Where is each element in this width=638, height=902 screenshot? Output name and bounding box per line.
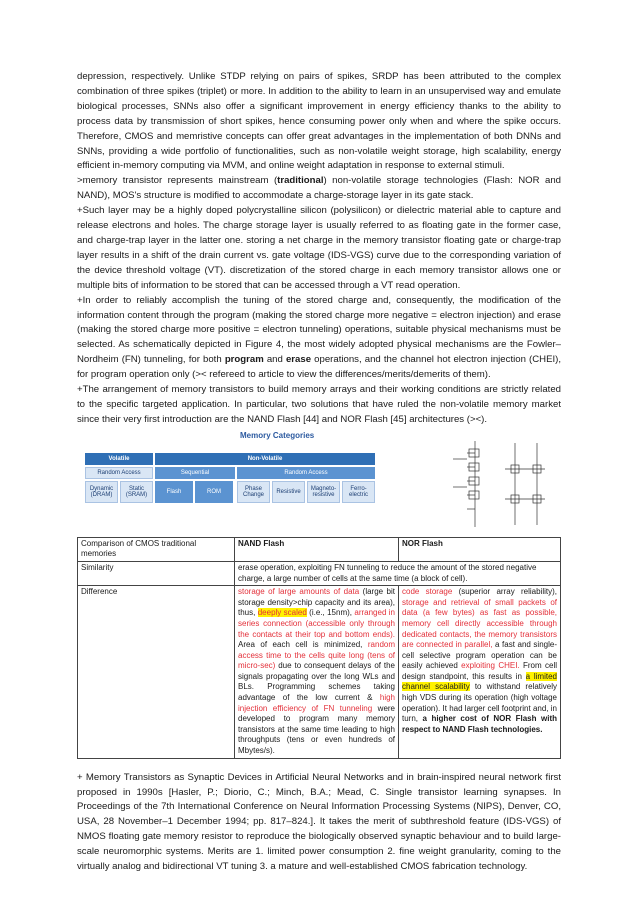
sram-cell: Static (SRAM) [120,481,153,503]
bold-program: program [224,354,264,366]
figure-title: Memory Categories [240,430,315,440]
red-span: high injection efficiency of FN tunneling [238,693,395,713]
text-span: Area of each cell is minimized, [238,640,368,650]
sequential-box: Sequential [155,467,235,479]
memory-categories-diagram [85,431,443,529]
header-cell-nor: NOR Flash [399,537,561,561]
text-span: and [263,354,286,366]
text-span: a fast and single-cell selective program operation can be easily achieved [402,640,558,671]
paragraph-charge-storage-layer: +Such layer may be a highly doped polycrystalline silicon (polysilicon) or dielectric material able to capture and release electrons and holes. The charge storage layer is usually referred to as floating gate in the former case, and charge-trap layer in the latter one. storing a net charge in the memory transistor floating gate or charge-trap layer results in a shift of the drain current vs. gate voltage (IDS-VGS) curve due to the corresponding variation of the device threshold voltage (VT). discretization of the stored charge in each memory transistor allows one or multiple bits of information to be stored that can be accessed through a VT read operation. [77,205,561,291]
red-span: random access time to the cells quite long (tens of micro-sec) [238,640,395,671]
document-page [77,70,561,875]
text-span: were developed to program many memory transistors at the same time leading to high throughputs (tens or even hundreds of Mbytes/s). [238,703,395,756]
table-row-difference [78,586,561,759]
magnetoresistive-cell: Magneto-resistive [307,481,340,503]
header-cell-nand: NAND Flash [235,537,399,561]
table-row-similarity [78,561,561,585]
random-access-right-box: Random Access [237,467,375,479]
text-span: (i.e., 15nm), [306,608,355,618]
bold-traditional: traditional [277,175,324,187]
comparison-table [77,537,561,759]
nonvolatile-box: Non-Volatile [155,453,375,465]
nor-difference-cell [399,586,561,759]
difference-label: Difference [78,586,235,759]
paragraph-memory-transistor [77,174,561,204]
random-access-left-box: Random Access [85,467,153,479]
text-span: (superior array reliability), [452,587,557,597]
bold-erase: erase [285,354,312,366]
similarity-label: Similarity [78,561,235,585]
paragraph-synaptic-devices: + Memory Transistors as Synaptic Devices in Artificial Neural Networks and in brain-inspired neural network first proposed in 1990s [Hasler, P.; Diorio, C.; Minch, B.A.; Mead, C. Single transistor learning synapses. In Proceedings of the 7th International Conference on Neural Information Processing Systems (NIPS), Denver, CO, USA, 28 November–1 December 1994; pp. 817–824.]. It takes the merit of subthreshold feature (IDS-VGS) of NMOS floating gate memory resistor to reproduce the biologically observed synaptic behaviour and to build large-scale neuromorphic systems. Merits are 1. limited power consumption 2. fine weight granularity, coming to the virtually analog and bidirectional VT tuning 3. a mature and well-established CMOS fabrication technology. [77,771,561,873]
text-span: due to consequent delays of the signals propagating over the long WLs and BLs. Programming schemes taking advantage of the low current & [238,661,395,703]
text-span: >memory transistor represents mainstream ( [77,175,278,187]
highlight-span: a limited channel scalability [402,671,557,692]
text-span: ) non-volatile storage technologies (Flash: NOR and NAND), MOS's structure is modified to accommodate a charge-storage layer in its gate stack. [77,175,561,202]
text-span: to withstand relatively high VDS during its operation (high voltage operation). It had larger cell footprint and, in turn, [402,682,557,724]
similarity-text: erase operation, exploiting FN tunneling to reduce the amount of the stored negative charge, a large number of cells at the same time (a block of cell). [235,561,561,585]
rom-cell: ROM [195,481,233,503]
header-cell: Comparison of CMOS traditional memories [78,537,235,561]
text-span: operations, and the channel hot electron injection (CHEI), for program operation only (>< refereed to article to view the differences/merits/demerits of them). [77,354,561,381]
resistive-cell: Resistive [272,481,305,503]
red-span: arranged in series connection (accessible only through the contacts at their top and bottom ends). [238,608,395,639]
phase-change-cell: Phase Change [237,481,270,503]
ferroelectric-cell: Ferro-electric [342,481,375,503]
text-span: (large bit storage density>chip capacity and its area), thus, [238,587,395,618]
text-span: From cell design standpoint, this results in [402,661,558,681]
paragraph-program-erase [77,294,561,383]
paragraph-stdp-srdp: depression, respectively. Unlike STDP relying on pairs of spikes, SRDP has been attributed to the complex combination of three spikes (triplet) or more. In addition to the ability to learn in an unsupervised way and emulate biological processes, SNNs also offer a significant improvement in energy efficiency thanks to the ability to process data by transmission of short spikes, hence consuming power only when and where the spike occurs. Therefore, CMOS and memristive concepts can offer great advantages in the implementation of both DNNs and SNNs, providing a wide portfolio of functionalities, such as non-volatile weight storage, high scalability, energy efficient in-memory computing via MVM, and online weight adaptation in response to external stimuli. [77,71,561,172]
figure-memory-categories [77,431,561,531]
bold-span: a higher cost of NOR Flash with respect to NAND Flash technologies. [402,714,557,734]
dram-cell: Dynamic (DRAM) [85,481,118,503]
nand-difference-cell [235,586,399,759]
paragraph-array-arrangement: +The arrangement of memory transistors to build memory arrays and their working conditions are strictly related to the specific targeted application. In particular, two solutions that have ruled the non-volatile memory market since their very first introduction are the NAND Flash [44] and NOR Flash [45] architectures (><). [77,384,561,425]
volatile-box: Volatile [85,453,153,465]
table-header-row [78,537,561,561]
red-span: storage of large amounts of data [238,587,360,597]
nand-nor-circuit-icon [445,439,557,531]
red-span: exploiting CHEI. [461,661,520,671]
red-span: storage and retrieval of small packets of data (a few bytes) as fast as possible, memory cell directly accessible through dedicated contacts, the memory transistors are connected in parallel, [402,597,557,650]
highlight-span: deeply scaled [257,608,307,618]
red-span: code storage [402,587,453,597]
text-span: +In order to reliably accomplish the tuning of the stored charge and, consequently, the modification of the information content through the program (making the stored charge more negative = electron injection) and erase (making the stored charge more positive = electron tunneling) operations, suitable physical mechanisms must be selected. As schematically depicted in Figure 4, the most widely adopted physical mechanisms are the Fowler–Nordheim (FN) tunneling, for both [77,294,561,366]
flash-cell: Flash [155,481,193,503]
